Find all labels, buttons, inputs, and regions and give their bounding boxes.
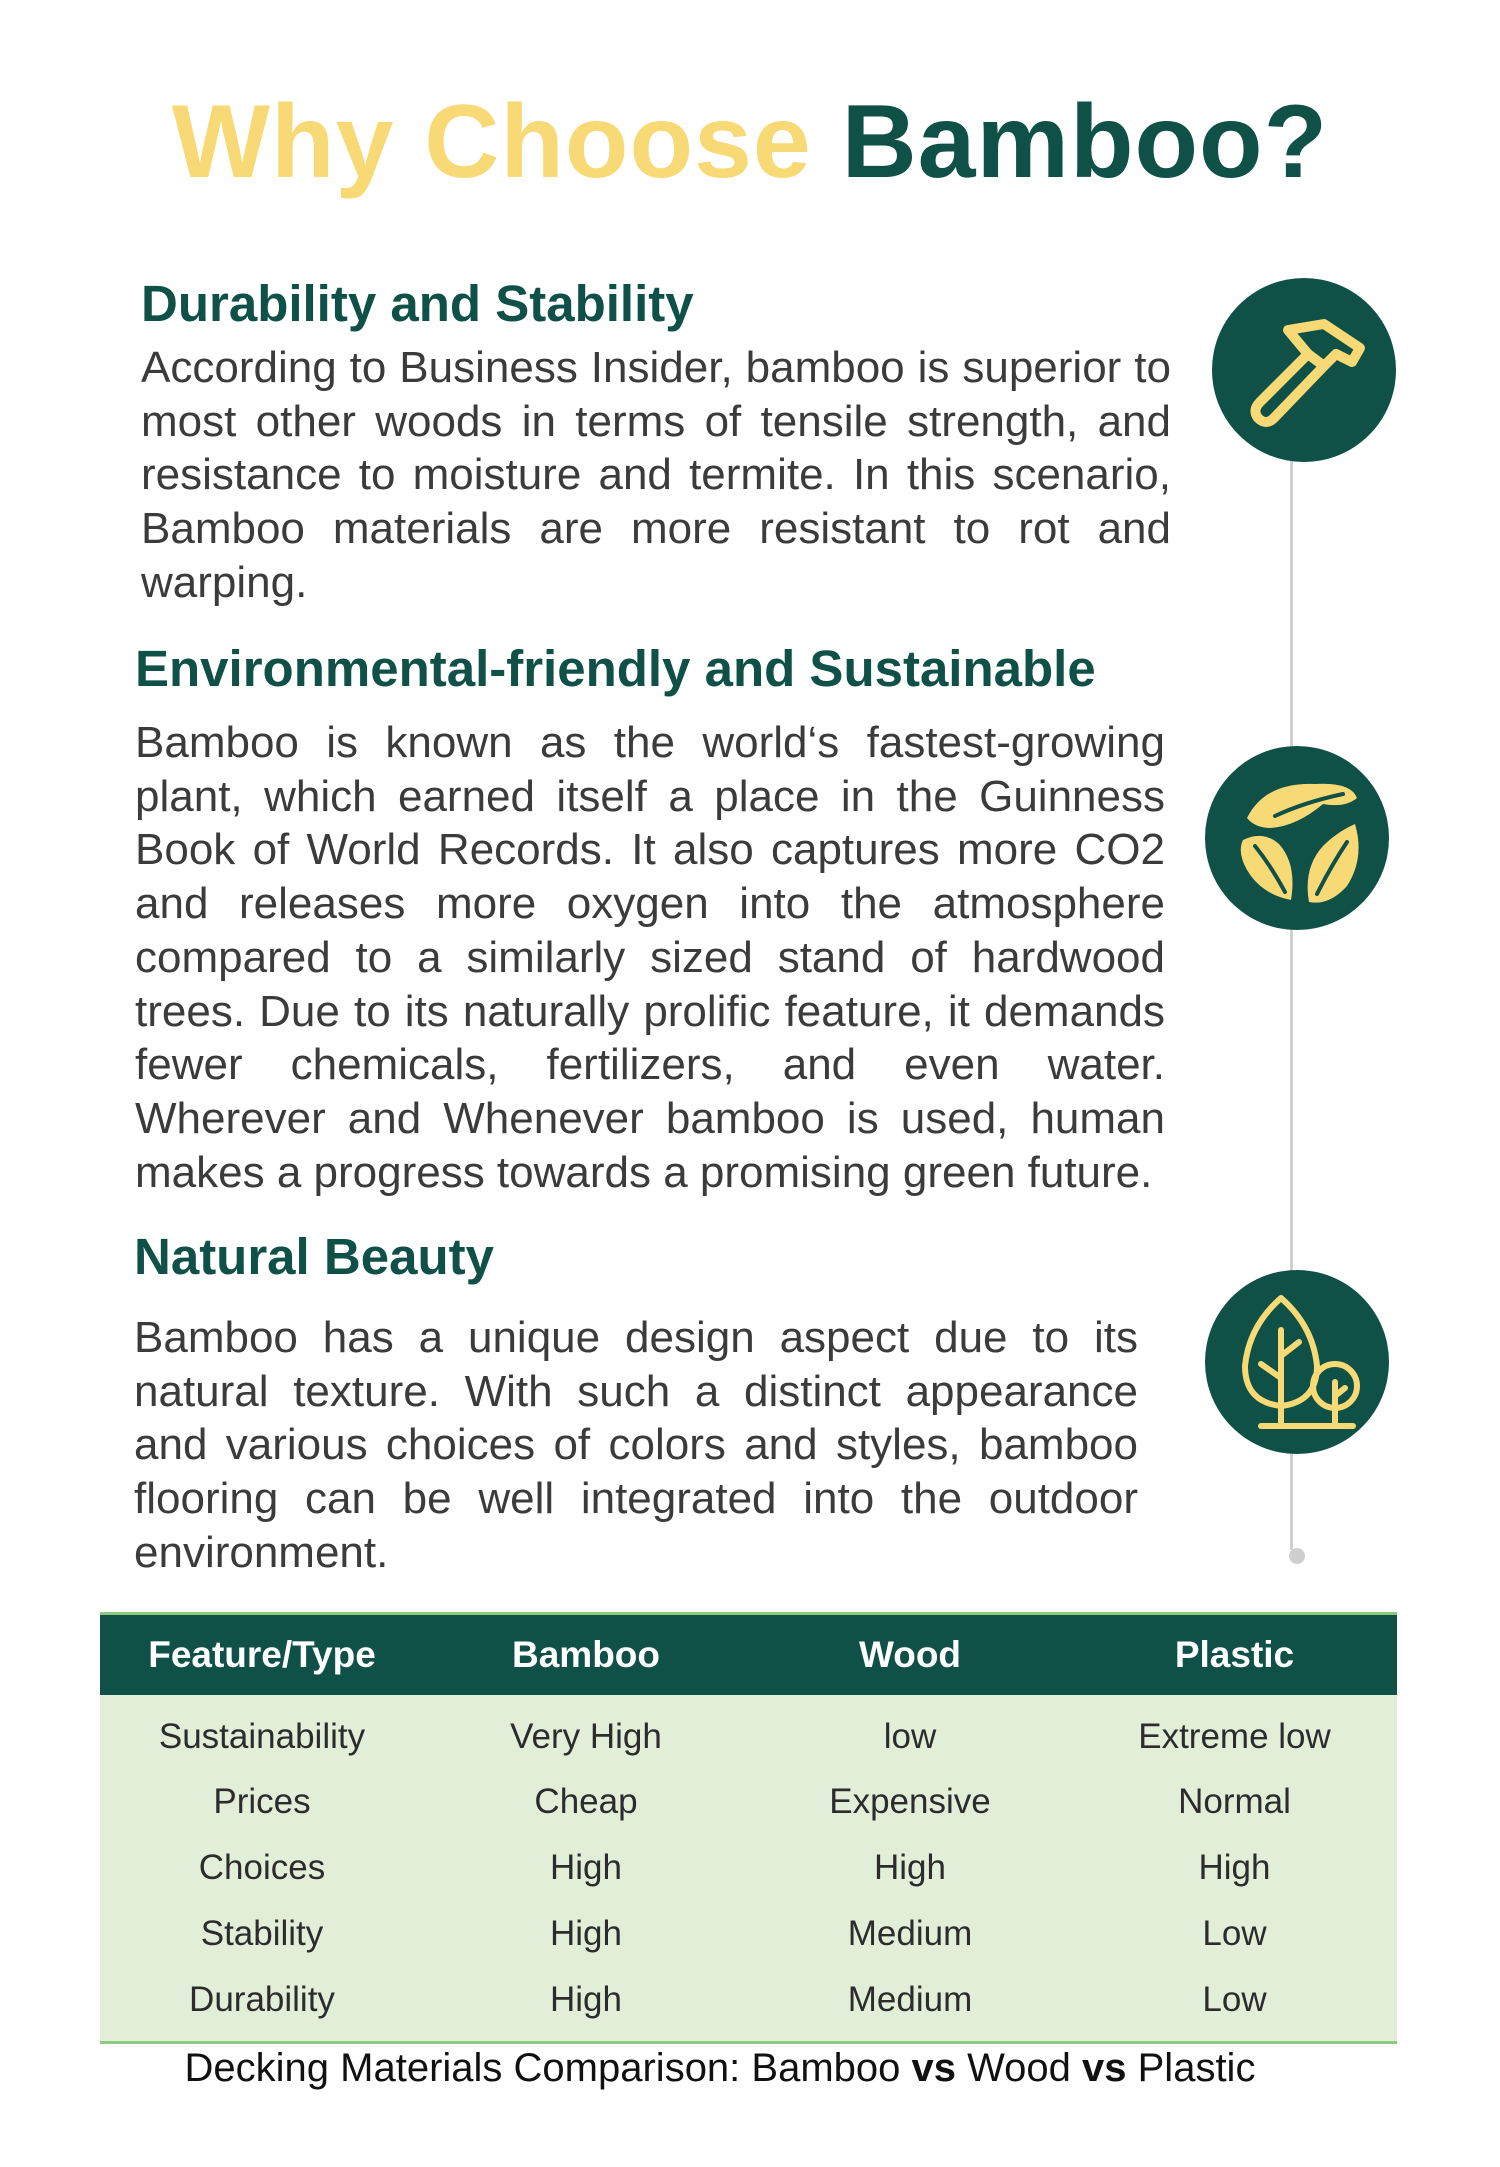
table-cell: High: [550, 1914, 622, 1953]
table-header-cell: Feature/Type: [148, 1634, 376, 1675]
table-header-cell: Wood: [858, 1634, 962, 1675]
trees-icon: [1205, 1270, 1389, 1454]
table-cell: Normal: [1178, 1782, 1291, 1821]
table-cell: low: [883, 1717, 937, 1756]
caption-part1: Decking Materials Comparison: Bamboo: [184, 2046, 912, 2090]
table-row: [100, 1835, 1397, 1901]
table-row: [100, 1901, 1397, 1967]
title-part1: Why Choose: [171, 84, 812, 200]
leaves-icon: [1205, 746, 1389, 930]
table-cell: Low: [1202, 1980, 1267, 2019]
table-header-row: [100, 1612, 1397, 1695]
table-body: [100, 1695, 1397, 2044]
section-heading-sustainable: Environmental-friendly and Sustainable: [135, 640, 1096, 697]
table-cell: Sustainability: [158, 1717, 366, 1756]
table-cell: Durability: [189, 1980, 335, 2019]
hammer-icon: [1212, 278, 1396, 462]
table-header-cell: Plastic: [1174, 1634, 1295, 1675]
table-cell: Prices: [213, 1782, 311, 1821]
caption-part2: Wood: [956, 2046, 1083, 2090]
table-cell: High: [550, 1848, 622, 1887]
table-cell: Medium: [847, 1980, 973, 2019]
section-heading-durability: Durability and Stability: [141, 275, 694, 332]
section-body-sustainable: Bamboo is known as the world‘s fastest-growing plant, which earned itself a place in the Guinness Book of World Records. It also captures more CO2 and releases more oxygen into the atmosphere compared to a similarly sized stand of hardwood trees. Due to its naturally prolific feature, it demands fewer chemicals, fertilizers, and even water. Wherever and Whenever bamboo is used, human makes a progress towards a promising green future.: [135, 718, 1165, 1197]
table-cell: Cheap: [534, 1782, 638, 1821]
table-cell: High: [550, 1980, 622, 2019]
timeline-end-dot: [1289, 1548, 1305, 1564]
table-row: [100, 1967, 1397, 2033]
caption-vs2: vs: [1082, 2046, 1127, 2090]
table-cell: Choices: [198, 1848, 326, 1887]
section-heading-beauty: Natural Beauty: [134, 1228, 494, 1285]
table-cell: Extreme low: [1138, 1717, 1331, 1756]
table-cell: Stability: [200, 1914, 324, 1953]
table-row: [100, 1705, 1397, 1769]
table-cell: Low: [1202, 1914, 1267, 1953]
section-body-durability: According to Business Insider, bamboo is superior to most other woods in terms of tensile strength, and resistance to moisture and termite. In this scenario, Bamboo materials are more resistant to rot and warping.: [141, 343, 1171, 607]
table-cell: High: [874, 1848, 946, 1887]
comparison-table: [100, 1612, 1397, 2044]
page-title: [0, 80, 1500, 205]
table-cell: Medium: [847, 1914, 973, 1953]
table-cell: High: [1198, 1848, 1271, 1887]
caption-part3: Plastic: [1126, 2046, 1256, 2090]
table-cell: Expensive: [829, 1782, 991, 1821]
table-header-cell: Bamboo: [512, 1634, 660, 1675]
table-row: [100, 1769, 1397, 1835]
table-caption: [0, 2046, 1440, 2091]
caption-vs1: vs: [911, 2046, 957, 2090]
title-part2: Bamboo?: [841, 84, 1329, 200]
section-body-beauty: Bamboo has a unique design aspect due to its natural texture. With such a distinct appearance and various choices of colors and styles, bamboo flooring can be well integrated into the outdoor environment.: [134, 1313, 1138, 1577]
table-cell: Very High: [510, 1717, 662, 1756]
